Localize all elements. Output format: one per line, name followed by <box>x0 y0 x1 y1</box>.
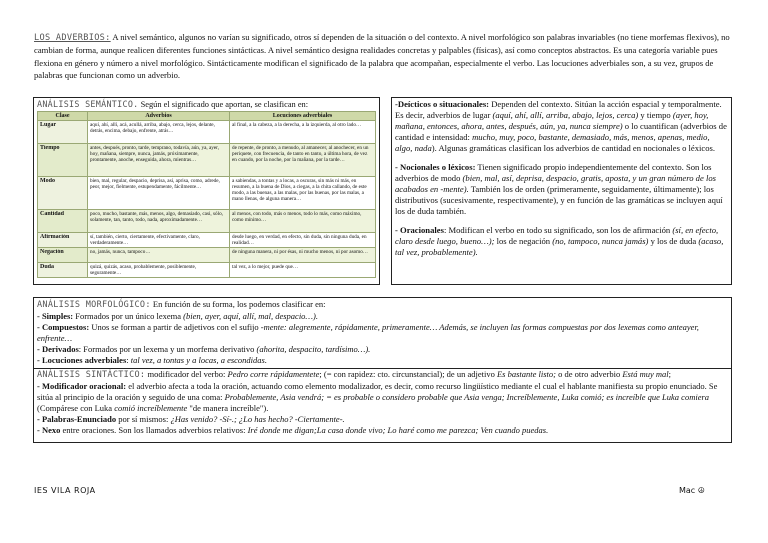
row-locuciones <box>230 233 376 248</box>
synt-nexo <box>37 425 728 436</box>
footer-school: IES VILA ROJA <box>34 486 96 495</box>
header-locuciones: Locuciones adverbiales <box>230 112 376 121</box>
simples-example: (bien, ayer, aquí, allí, mal, despacio…). <box>183 311 318 322</box>
table-row <box>38 210 376 233</box>
synt-example-1: Pedro corre rápidamentete <box>227 368 320 379</box>
compuestos-text: Unos se forman a partir de adjetivos con el sufijo <box>89 322 261 333</box>
modificador-text-a: el adverbio afecta a toda la oración, actuando como elemento modalizador, es decir, como recurso lingüístico mediante el cual el hablante manifiesta su propio enunciado. Se sitúa al principio de la oración y seguido de una coma: <box>37 380 718 402</box>
oracionales-example-negacion: (no, tampoco, nunca jamás) <box>552 236 649 246</box>
synt-text-c: o de otro adverbio <box>556 368 623 379</box>
synt-label: ANÁLISIS SINTÁCTICO: <box>37 369 146 380</box>
row-adverbios-text: bien, mal, regular, despacio, deprisa, así, aprisa, como, adrede, peor, mejor, fielmente, estupendamente, fácilmente… <box>90 178 220 191</box>
locuciones-text: : <box>126 355 131 366</box>
row-adverbios <box>88 248 230 263</box>
morph-locuciones <box>37 355 728 366</box>
derivados-example: (ahorita, despacito, tardísimo…). <box>256 344 371 355</box>
row-class-text: Tiempo <box>40 145 60 152</box>
palabras-example: ¿Has venido? -Sí-.; ¿Lo has hecho? -Ciertamente-. <box>170 413 345 424</box>
nocionales-title: - Nocionales o léxicos: <box>395 162 476 172</box>
row-adverbios-text: antes, después, pronto, tarde, temprano, todavía, aún, ya, ayer, hoy, mañana, siempre, nunca, jamás, próximamente, prontamente, anoche, enseguida, ahora, mientras… <box>90 145 220 164</box>
deicticos-text-c: o lo cuantifican (adverbios de cantidad e intensidad: <box>395 121 727 142</box>
row-locuciones <box>230 177 376 210</box>
semantic-analysis-box <box>33 97 380 285</box>
row-class <box>38 233 88 248</box>
deicticos-example-cantidad: mucho, muy, poco, bastante, demasiado, más, menos, apenas, medio, algo, nada <box>395 132 710 153</box>
table-row <box>38 233 376 248</box>
synt-heading <box>37 369 728 381</box>
morph-label: ANÁLISIS MORFOLÓGICO: <box>37 300 151 310</box>
row-class <box>38 248 88 263</box>
row-locuciones-text: a sabiendas, a tontas y a locas, a oscuras, sin más ni más, en resumen, a la buena de Dios, a ciegas, a la chita callando, de este modo, a las buenas, a las malas, por las buenas, por las malas, a mano llenas, de alguna manera… <box>232 178 367 203</box>
row-locuciones-text: de repente, de pronto, a menudo, al amanecer, al anochecer, en un periquete, con frecuencia, de tanto en tanto, a última hora, de vez en cuando, por la noche, por la mañana, por la tarde… <box>232 145 369 164</box>
oracionales-text-c: y los de duda <box>648 236 699 246</box>
modificador-example: Probablemente, Asia vendrá; = es probable o considero probable que Asia venga; Increíblemente, Luka comió; es increíble que Luka comiera <box>224 391 710 402</box>
synt-text-a: modificador del verbo: <box>145 368 228 379</box>
modificador-text-c: "de manera increíble"). <box>187 402 269 413</box>
row-class <box>38 144 88 177</box>
oracionales-example-afirmacion: (sí, en efecto, claro desde luego, bueno…); <box>395 225 719 246</box>
synt-text-d: ; <box>668 368 671 379</box>
header-adverbios: Adverbios <box>88 112 230 121</box>
row-locuciones <box>230 121 376 144</box>
derivados-text: : Formados por un lexema y un morfema derivativo <box>78 344 257 355</box>
row-locuciones <box>230 263 376 278</box>
deicticos-text-a: Dependen del contexto. Sitúan la acción espacial y temporalmente. Es decir, adverbios de lugar <box>395 99 722 120</box>
nexo-example: Iré donde me digan;La casa donde vivo; Lo haré como me parezca; Ven cuando puedas. <box>247 425 549 436</box>
row-adverbios <box>88 144 230 177</box>
synt-example-2: Es bastante listo; <box>496 368 556 379</box>
morph-text: En función de su forma, los podemos clasificar en: <box>150 299 326 309</box>
intro-paragraph <box>34 31 734 81</box>
simples-title: - Simples: <box>37 311 74 322</box>
synt-modificador <box>37 381 728 414</box>
footer-author: Mac ☮ <box>679 486 705 495</box>
deicticos-text-d: ). Algunas gramáticas clasifican los adverbios de cantidad en nocionales o léxicos. <box>431 143 716 153</box>
row-adverbios-text: no, jamás, nunca, tampoco… <box>90 249 151 256</box>
row-locuciones-text: al menos, con todo, más o menos, todo lo más, como máximo, como mínimo… <box>232 211 362 224</box>
palabras-title: - Palabras-Enunciado <box>37 413 117 424</box>
row-locuciones-text: al final, a la cabeza, a la derecha, a la izquierda, al otro lado… <box>232 122 362 129</box>
oracionales-text-a: : Modifican el verbo en todo su significado, son los de afirmación <box>443 225 673 235</box>
row-class-text: Negación <box>40 249 64 256</box>
table-header-row <box>38 112 376 121</box>
table-row <box>38 177 376 210</box>
row-class <box>38 121 88 144</box>
row-class-text: Lugar <box>40 122 57 129</box>
morph-derivados <box>37 344 728 355</box>
morph-compuestos <box>37 322 728 344</box>
intro-label: LOS ADVERBIOS: <box>34 33 111 43</box>
row-adverbios-text: aquí, ahí, allí, acá, acullá, arriba, abajo, cerca, lejos, delante, detrás, encima, debajo, enfrente, atrás… <box>90 122 215 135</box>
deicticos-example-tiempo: (ayer, hoy, mañana, entonces, ahora, antes, después, aún, ya, nunca siempre) <box>395 110 709 131</box>
row-class <box>38 210 88 233</box>
semantic-text: Según el significado que aportan, se clasifican en: <box>138 100 309 109</box>
deicticos-example-lugar: (aquí, ahí, allí, arriba, abajo, lejos, cerca) <box>492 110 639 120</box>
row-class-text: Modo <box>40 178 55 185</box>
morph-heading <box>37 299 728 311</box>
table-row <box>38 263 376 278</box>
row-class <box>38 177 88 210</box>
row-locuciones <box>230 248 376 263</box>
oracionales-example-duda: (acaso, tal vez, probablemente). <box>395 236 724 257</box>
nocionales-paragraph <box>395 162 728 217</box>
table-row <box>38 144 376 177</box>
adverb-classification-table <box>37 111 376 278</box>
synt-example-3: Está muy mal <box>622 368 669 379</box>
intro-text: A nivel semántico, algunos no varían su significado, otros sí dependen de la situación o del contexto. A nivel morfológico son palabras invariables (no tiene morfemas flexivos), no cambian de forma, aunque realicen diferentes funciones sintácticas. A nivel semántico designa realidades concretas y palpables (físicas), así como conceptos abstractos. Es una categoría variable pues flexiona en género y número a nivel morfológico. Sintácticamente modifican el significado de la palabra que acompañan, especialmente el verbo. Las locuciones adverbiales son, a su vez, grupos de palabras que funcionan como un adverbio. <box>34 32 730 80</box>
compuestos-title: - Compuestos: <box>37 322 90 333</box>
row-locuciones-text: desde luego, en verdad, en efecto, sin duda, sin ninguna duda, en realidad… <box>232 234 367 247</box>
row-adverbios <box>88 210 230 233</box>
row-adverbios <box>88 177 230 210</box>
nexo-text: entre oraciones. Son los llamados adverbios relativos: <box>60 425 248 436</box>
row-class <box>38 263 88 278</box>
table-row <box>38 248 376 263</box>
derivados-title: - Derivados <box>37 344 79 355</box>
adverb-types-box <box>391 97 732 285</box>
table-row <box>38 121 376 144</box>
row-class-text: Duda <box>40 264 55 271</box>
modificador-text-b: (Compárese con Luka <box>37 402 115 413</box>
row-adverbios <box>88 263 230 278</box>
nexo-title: - Nexo <box>37 425 61 436</box>
row-locuciones <box>230 144 376 177</box>
row-locuciones <box>230 210 376 233</box>
synt-palabras <box>37 414 728 425</box>
synt-text-b: ; (= con rapidez: cto. circunstancial); de un adjetivo <box>319 368 497 379</box>
row-adverbios <box>88 121 230 144</box>
locuciones-example: tal vez, a tontas y a locas, a escondidas. <box>130 355 267 366</box>
semantic-label: ANÁLISIS SEMÁNTICO. <box>37 99 139 109</box>
deicticos-paragraph <box>395 99 728 154</box>
deicticos-text-b: y tiempo <box>638 110 673 120</box>
compuestos-example: -mente: alegremente, rápidamente, primeramente… Además, se incluyen las formas compuestas por dos lexemas como anteayer, enfrente… <box>37 322 699 344</box>
morph-simples <box>37 311 728 322</box>
header-clase: Clase <box>38 112 88 121</box>
row-class-text: Afirmación <box>40 234 70 241</box>
locuciones-title: - Locuciones adverbiales <box>37 355 127 366</box>
deicticos-title: -Deícticos o situacionales: <box>395 99 490 109</box>
modificador-example-2: comió increíblemente <box>114 402 188 413</box>
oracionales-text-b: los de negación <box>494 236 553 246</box>
modificador-title: - Modificador oracional: <box>37 380 127 391</box>
row-adverbios-text: poco, mucho, bastante, más, menos, algo, demasiado, casi, sólo, solamente, tan, tanto, todo, nada, aproximadamente… <box>90 211 223 224</box>
palabras-text: por sí mismos: <box>116 413 171 424</box>
row-locuciones-text: tal vez, a lo mejor, puede que… <box>232 264 299 271</box>
nocionales-text-b: También los de orden (primeramente, seguidamente, últimamente); los distributivos (sucesivamente, respectivamente), y en función de las gramáticas se incluyen aquí los de duda también. <box>395 184 723 216</box>
row-locuciones-text: de ninguna manera, ni por ésas, ni mucho menos, ni por asomo… <box>232 249 368 256</box>
simples-text: Formados por un único lexema <box>73 311 184 322</box>
oracionales-paragraph <box>395 225 728 258</box>
row-adverbios-text: quizá, quizás, acaso, probablemente, posiblemente, seguramente… <box>90 264 197 277</box>
morph-synt-box <box>33 297 732 443</box>
nocionales-text-a: Tienen significado propio independientemente del contexto. Son los adverbios de modo <box>395 162 712 183</box>
row-class-text: Cantidad <box>40 211 65 218</box>
semantic-heading <box>37 99 376 110</box>
oracionales-title: - Oracionales <box>395 225 444 235</box>
nocionales-example: (bien, mal, así, deprisa, despacio, gratis, aposta, y un gran número de los acabados en -mente). <box>395 173 716 194</box>
row-adverbios <box>88 233 230 248</box>
row-adverbios-text: sí, también, cierto, ciertamente, efectivamente, claro, verdaderamente… <box>90 234 200 247</box>
